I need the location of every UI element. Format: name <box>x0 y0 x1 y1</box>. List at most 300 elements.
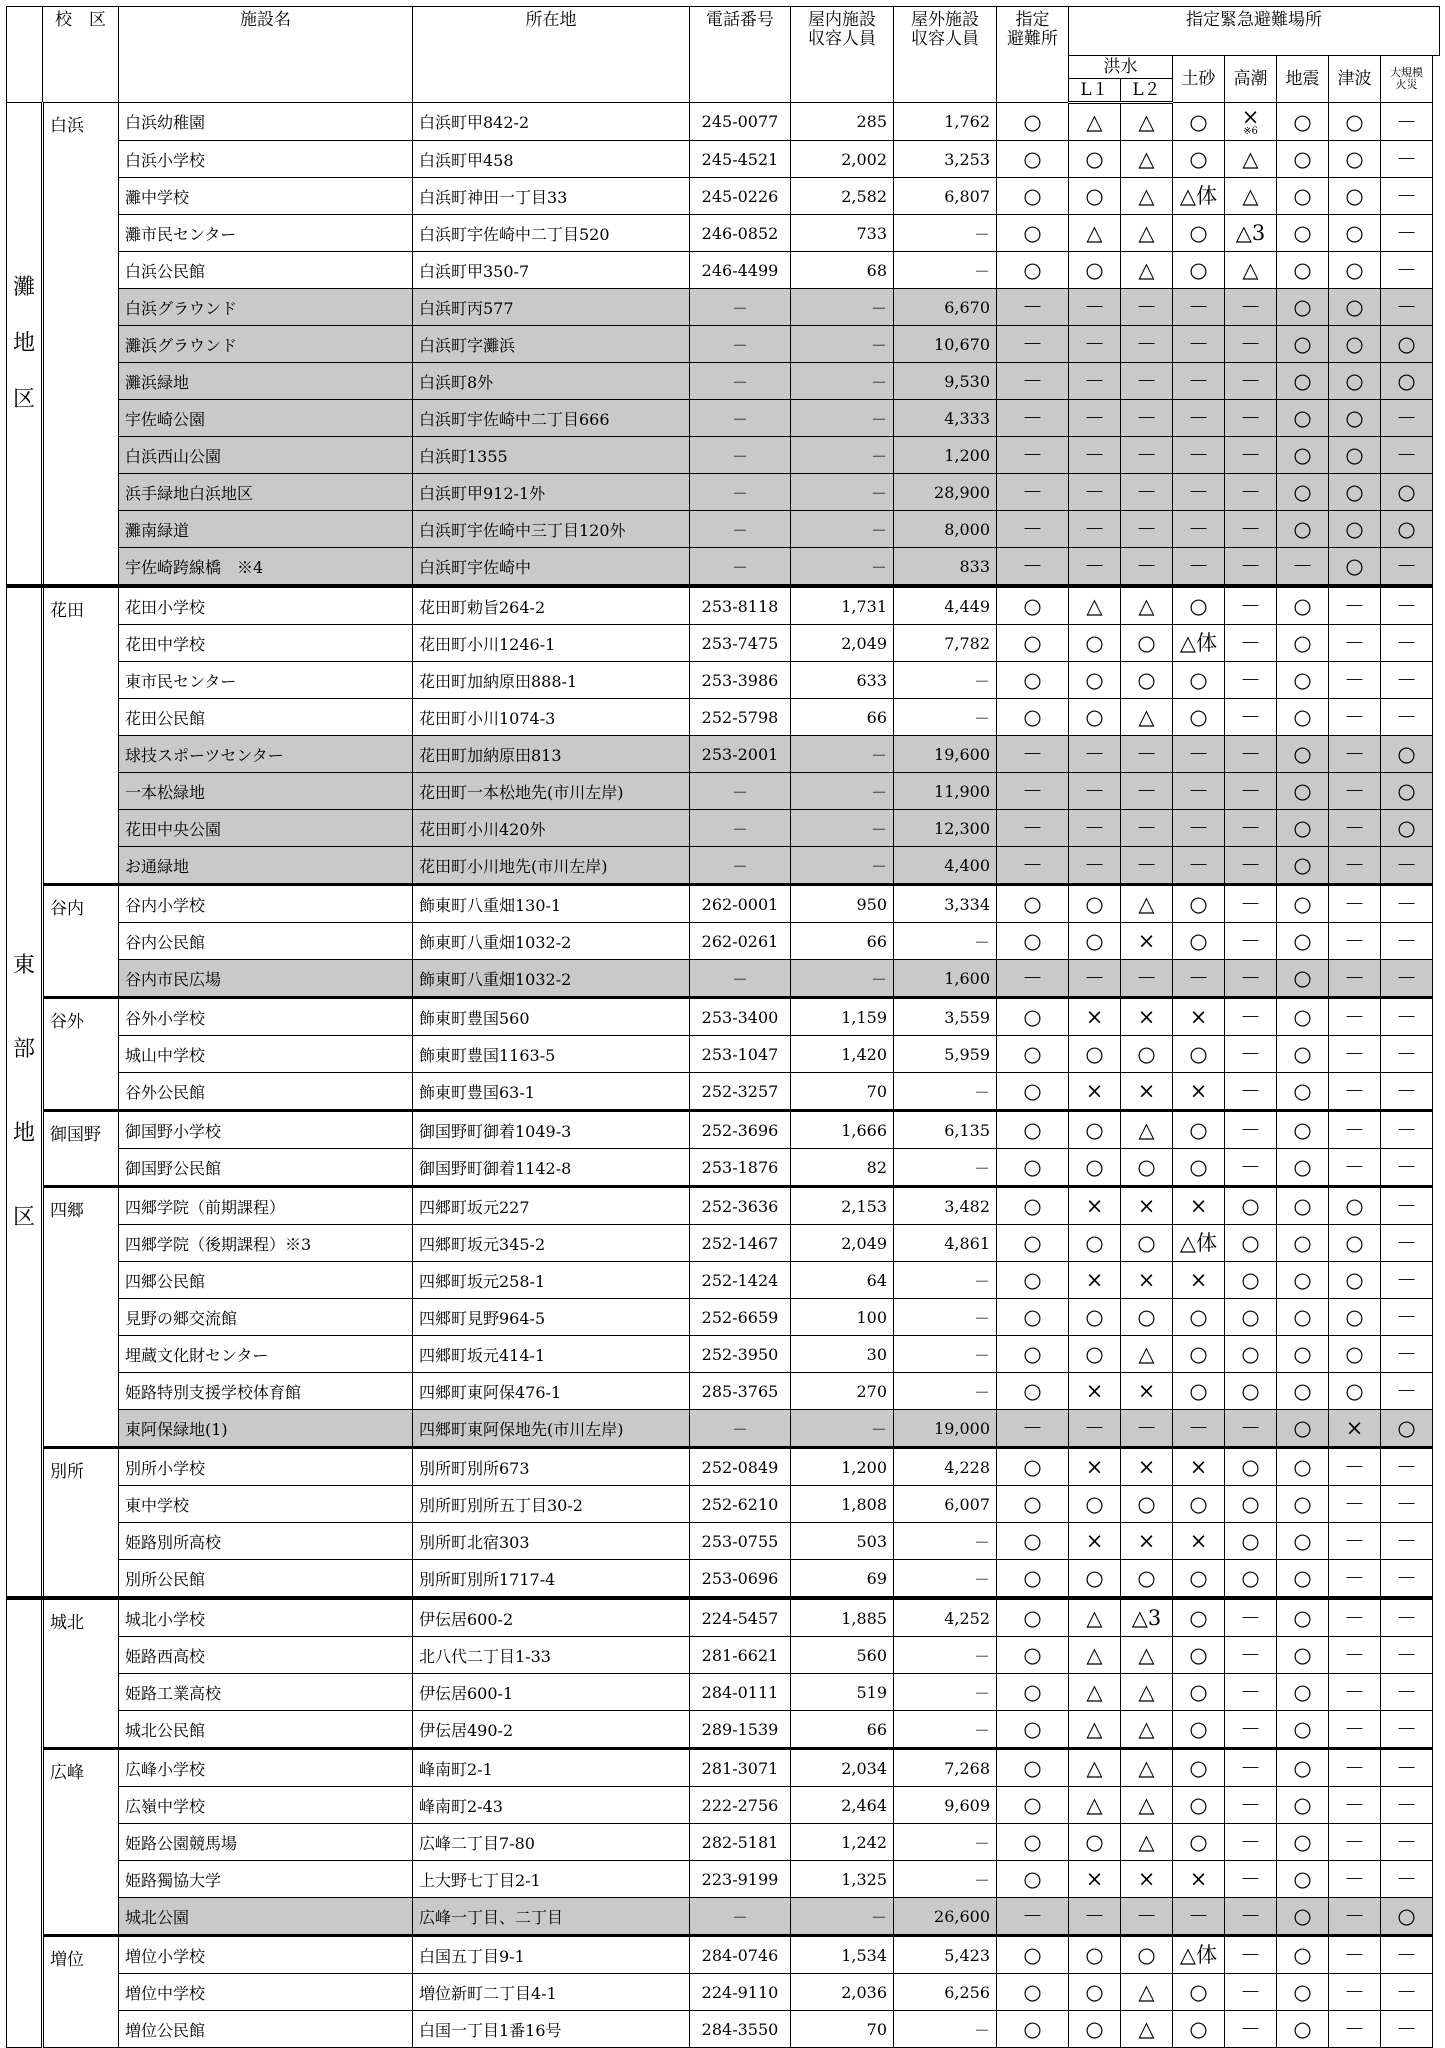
table-row <box>7 998 1440 1036</box>
mark-flood-l2 <box>1121 1149 1173 1187</box>
mark-tsunami <box>1329 1749 1381 1787</box>
mark-symbol: － <box>1136 554 1157 578</box>
header-storm: 高潮 <box>1225 56 1277 103</box>
mark-symbol: － <box>1188 853 1209 877</box>
mark-symbol: △ <box>1086 1717 1103 1741</box>
mark-symbol: △ <box>1086 1606 1103 1630</box>
indoor-capacity: 1,885 <box>791 1598 894 1637</box>
mark-quake <box>1277 363 1329 400</box>
mark-symbol: ○ <box>1293 406 1312 430</box>
mark-symbol: ○ <box>1023 258 1042 282</box>
mark-quake <box>1277 2011 1329 2048</box>
mark-symbol: ○ <box>1293 816 1312 840</box>
mark-symbol: － <box>1022 295 1043 319</box>
mark-symbol: － <box>1396 1231 1417 1255</box>
mark-symbol: － <box>1084 816 1105 840</box>
indoor-capacity: 1,242 <box>791 1824 894 1861</box>
mark-storm <box>1225 1749 1277 1787</box>
mark-symbol: ○ <box>1189 258 1208 282</box>
mark-landslide <box>1173 923 1225 960</box>
mark-symbol: ○ <box>1293 966 1312 990</box>
mark-quake <box>1277 1861 1329 1898</box>
facility-tel: 281-6621 <box>690 1637 791 1674</box>
mark-designated <box>997 178 1069 215</box>
mark-designated <box>997 511 1069 548</box>
mark-flood-l1 <box>1069 1974 1121 2011</box>
mark-symbol: ○ <box>1023 1379 1042 1403</box>
table-row <box>7 474 1440 511</box>
facility-tel: 245-4521 <box>690 141 791 178</box>
mark-designated <box>997 1262 1069 1299</box>
mark-landslide <box>1173 736 1225 773</box>
mark-landslide <box>1173 1336 1225 1373</box>
indoor-capacity: － <box>791 326 894 363</box>
mark-flood-l1 <box>1069 810 1121 847</box>
indoor-capacity: 30 <box>791 1336 894 1373</box>
facility-tel: － <box>690 289 791 326</box>
mark-symbol: － <box>1396 1606 1417 1630</box>
mark-symbol: ○ <box>1293 1492 1312 1516</box>
mark-symbol: － <box>1136 295 1157 319</box>
mark-symbol: ○ <box>1293 705 1312 729</box>
mark-symbol: － <box>1396 631 1417 655</box>
facility-address: 飾東町豊国1163-5 <box>413 1036 690 1073</box>
mark-storm <box>1225 1149 1277 1187</box>
mark-tsunami <box>1329 474 1381 511</box>
mark-flood-l1 <box>1069 736 1121 773</box>
mark-symbol: ○ <box>1345 332 1364 356</box>
outdoor-capacity: 3,334 <box>894 885 997 923</box>
indoor-capacity: 503 <box>791 1523 894 1560</box>
mark-symbol: ○ <box>1023 184 1042 208</box>
mark-tsunami <box>1329 960 1381 998</box>
mark-symbol: － <box>1136 480 1157 504</box>
mark-symbol: × <box>1137 1268 1156 1292</box>
mark-symbol: － <box>1344 1943 1365 1967</box>
mark-symbol: ○ <box>1293 1455 1312 1479</box>
mark-symbol: ○ <box>1293 295 1312 319</box>
mark-symbol: ○ <box>1241 1305 1260 1329</box>
outdoor-capacity: － <box>894 1336 997 1373</box>
mark-flood-l1 <box>1069 625 1121 662</box>
table-row <box>7 1373 1440 1410</box>
mark-symbol: ○ <box>1397 332 1416 356</box>
facility-tel: － <box>690 810 791 847</box>
outdoor-capacity: － <box>894 1824 997 1861</box>
mark-symbol: × <box>1085 1079 1104 1103</box>
mark-storm <box>1225 1560 1277 1599</box>
mark-symbol: － <box>1396 554 1417 578</box>
facility-tel: 289-1539 <box>690 1711 791 1749</box>
mark-fire <box>1381 625 1433 662</box>
mark-symbol: ○ <box>1293 631 1312 655</box>
mark-symbol: － <box>1240 406 1261 430</box>
mark-tsunami <box>1329 1448 1381 1486</box>
mark-fire <box>1381 1149 1433 1187</box>
mark-tsunami <box>1329 847 1381 885</box>
mark-symbol: － <box>1136 816 1157 840</box>
mark-tsunami <box>1329 1598 1381 1637</box>
header-flood: 洪水 <box>1069 56 1173 79</box>
facility-address: 白浜町宇佐崎中 <box>413 548 690 587</box>
mark-designated <box>997 1448 1069 1486</box>
mark-symbol: － <box>1022 853 1043 877</box>
table-row <box>7 1149 1440 1187</box>
mark-symbol: ○ <box>1397 742 1416 766</box>
mark-flood-l2 <box>1121 810 1173 847</box>
mark-flood-l1 <box>1069 1787 1121 1824</box>
facility-tel: 252-1424 <box>690 1262 791 1299</box>
mark-fire <box>1381 1448 1433 1486</box>
facility-name: 白浜幼稚園 <box>119 103 413 141</box>
indoor-capacity: 2,049 <box>791 1225 894 1262</box>
mark-designated <box>997 1036 1069 1073</box>
mark-symbol: － <box>1240 1793 1261 1817</box>
mark-quake <box>1277 1486 1329 1523</box>
facility-name: 四郷学院（前期課程） <box>119 1187 413 1225</box>
mark-tsunami <box>1329 1149 1381 1187</box>
mark-symbol: ○ <box>1023 1268 1042 1292</box>
mark-quake <box>1277 178 1329 215</box>
mark-landslide <box>1173 215 1225 252</box>
table-row <box>7 289 1440 326</box>
mark-symbol: － <box>1084 966 1105 990</box>
table-row <box>7 252 1440 289</box>
mark-flood-l2 <box>1121 1448 1173 1486</box>
mark-symbol: － <box>1188 1416 1209 1440</box>
table-row <box>7 662 1440 699</box>
mark-symbol: － <box>1240 295 1261 319</box>
mark-quake <box>1277 1598 1329 1637</box>
mark-symbol: － <box>1396 1379 1417 1403</box>
mark-symbol: ○ <box>1293 1756 1312 1780</box>
facility-address: 四郷町坂元414-1 <box>413 1336 690 1373</box>
mark-flood-l2 <box>1121 326 1173 363</box>
mark-symbol: － <box>1240 332 1261 356</box>
mark-symbol: × <box>1189 1194 1208 1218</box>
mark-symbol: ○ <box>1293 1529 1312 1553</box>
mark-flood-l2 <box>1121 998 1173 1036</box>
mark-flood-l2 <box>1121 252 1173 289</box>
mark-landslide <box>1173 1711 1225 1749</box>
mark-symbol: ○ <box>1293 369 1312 393</box>
facility-name: 広峰小学校 <box>119 1749 413 1787</box>
mark-symbol: △ <box>1242 147 1259 171</box>
outdoor-capacity: － <box>894 1674 997 1711</box>
mark-quake <box>1277 960 1329 998</box>
table-row <box>7 1637 1440 1674</box>
mark-flood-l2 <box>1121 1111 1173 1149</box>
mark-flood-l2 <box>1121 215 1173 252</box>
mark-symbol: － <box>1188 966 1209 990</box>
indoor-capacity: 82 <box>791 1149 894 1187</box>
mark-storm <box>1225 1373 1277 1410</box>
mark-symbol: － <box>1188 480 1209 504</box>
facility-address: 白浜町丙577 <box>413 289 690 326</box>
mark-designated <box>997 1898 1069 1936</box>
mark-symbol: △ <box>1138 1830 1155 1854</box>
mark-symbol: ○ <box>1085 258 1104 282</box>
mark-storm <box>1225 1898 1277 1936</box>
facility-address: 飾東町八重畑130-1 <box>413 885 690 923</box>
outdoor-capacity: 12,300 <box>894 810 997 847</box>
mark-symbol: △ <box>1138 1643 1155 1667</box>
mark-symbol: ○ <box>1085 1943 1104 1967</box>
table-row <box>7 1674 1440 1711</box>
outdoor-capacity: 3,559 <box>894 998 997 1036</box>
mark-flood-l1 <box>1069 178 1121 215</box>
table-row <box>7 1036 1440 1073</box>
mark-landslide <box>1173 400 1225 437</box>
mark-flood-l2 <box>1121 511 1173 548</box>
mark-flood-l2 <box>1121 141 1173 178</box>
evacuation-table <box>6 6 1440 2048</box>
indoor-capacity: 1,420 <box>791 1036 894 1073</box>
mark-symbol: － <box>1396 594 1417 618</box>
outdoor-capacity: 19,600 <box>894 736 997 773</box>
facility-address: 白浜町神田一丁目33 <box>413 178 690 215</box>
mark-flood-l1 <box>1069 1711 1121 1749</box>
mark-symbol: ○ <box>1189 2017 1208 2041</box>
facility-address: 伊伝居600-1 <box>413 1674 690 1711</box>
facility-address: 別所町北宿303 <box>413 1523 690 1560</box>
mark-symbol: － <box>1344 1680 1365 1704</box>
facility-name: 御国野小学校 <box>119 1111 413 1149</box>
mark-symbol: △ <box>1086 1680 1103 1704</box>
facility-address: 峰南町2-1 <box>413 1749 690 1787</box>
mark-symbol: － <box>1084 443 1105 467</box>
mark-flood-l2 <box>1121 1749 1173 1787</box>
mark-storm <box>1225 1073 1277 1111</box>
mark-tsunami <box>1329 1187 1381 1225</box>
facility-address: 四郷町坂元227 <box>413 1187 690 1225</box>
mark-symbol: ○ <box>1189 668 1208 692</box>
mark-flood-l2 <box>1121 400 1173 437</box>
mark-storm <box>1225 773 1277 810</box>
mark-tsunami <box>1329 699 1381 736</box>
mark-symbol: ○ <box>1293 1793 1312 1817</box>
mark-symbol: ○ <box>1345 1305 1364 1329</box>
indoor-capacity: 633 <box>791 662 894 699</box>
outdoor-capacity: 4,252 <box>894 1598 997 1637</box>
facility-address: 御国野町御着1049-3 <box>413 1111 690 1149</box>
mark-storm <box>1225 252 1277 289</box>
mark-symbol: △ <box>1138 110 1155 134</box>
indoor-capacity: 2,582 <box>791 178 894 215</box>
mark-symbol: ○ <box>1345 1194 1364 1218</box>
mark-fire <box>1381 1711 1433 1749</box>
mark-symbol: ○ <box>1085 1566 1104 1590</box>
facility-address: 伊伝居490-2 <box>413 1711 690 1749</box>
facility-address: 別所町別所673 <box>413 1448 690 1486</box>
mark-landslide <box>1173 1187 1225 1225</box>
mark-flood-l2 <box>1121 1336 1173 1373</box>
mark-tsunami <box>1329 289 1381 326</box>
mark-symbol: × <box>1189 1005 1208 1029</box>
mark-designated <box>997 252 1069 289</box>
facility-tel: 252-3696 <box>690 1111 791 1149</box>
mark-tsunami <box>1329 141 1381 178</box>
mark-tsunami <box>1329 736 1381 773</box>
mark-designated <box>997 2011 1069 2048</box>
mark-symbol: － <box>1344 966 1365 990</box>
mark-symbol: △ <box>1086 1756 1103 1780</box>
mark-flood-l2 <box>1121 1560 1173 1599</box>
mark-fire <box>1381 1111 1433 1149</box>
outdoor-capacity: － <box>894 1637 997 1674</box>
mark-flood-l2 <box>1121 773 1173 810</box>
mark-fire <box>1381 474 1433 511</box>
mark-symbol: － <box>1084 517 1105 541</box>
mark-symbol: ○ <box>1241 1492 1260 1516</box>
facility-name: 灘市民センター <box>119 215 413 252</box>
mark-symbol: ○ <box>1189 929 1208 953</box>
outdoor-capacity: 9,530 <box>894 363 997 400</box>
mark-symbol: － <box>1084 1904 1105 1928</box>
mark-symbol: － <box>1396 1830 1417 1854</box>
mark-symbol: ○ <box>1345 258 1364 282</box>
facility-name: 御国野公民館 <box>119 1149 413 1187</box>
mark-tsunami <box>1329 1974 1381 2011</box>
mark-symbol: ○ <box>1293 668 1312 692</box>
mark-symbol: × <box>1137 929 1156 953</box>
mark-fire <box>1381 1598 1433 1637</box>
indoor-capacity: － <box>791 289 894 326</box>
mark-storm <box>1225 2011 1277 2048</box>
facility-tel: 281-3071 <box>690 1749 791 1787</box>
facility-tel: 252-6659 <box>690 1299 791 1336</box>
mark-tsunami <box>1329 178 1381 215</box>
outdoor-capacity: 11,900 <box>894 773 997 810</box>
facility-tel: 253-1047 <box>690 1036 791 1073</box>
mark-flood-l1 <box>1069 1373 1121 1410</box>
mark-symbol: － <box>1396 853 1417 877</box>
mark-symbol: ○ <box>1293 779 1312 803</box>
mark-symbol: － <box>1240 668 1261 692</box>
facility-name: 姫路工業高校 <box>119 1674 413 1711</box>
mark-quake <box>1277 773 1329 810</box>
mark-symbol: × <box>1085 1379 1104 1403</box>
mark-symbol: － <box>1022 1416 1043 1440</box>
facility-name: 埋蔵文化財センター <box>119 1336 413 1373</box>
mark-symbol: ○ <box>1345 554 1364 578</box>
outdoor-capacity: 6,807 <box>894 178 997 215</box>
outdoor-capacity: 4,400 <box>894 847 997 885</box>
mark-symbol: － <box>1188 369 1209 393</box>
mark-fire <box>1381 1936 1433 1974</box>
mark-symbol: △3 <box>1235 221 1266 245</box>
mark-tsunami <box>1329 215 1381 252</box>
mark-tsunami <box>1329 1787 1381 1824</box>
facility-tel: 252-1467 <box>690 1225 791 1262</box>
mark-symbol: － <box>1022 1904 1043 1928</box>
table-row <box>7 773 1440 810</box>
mark-landslide <box>1173 548 1225 587</box>
header-quake: 地震 <box>1277 56 1329 103</box>
mark-symbol: ○ <box>1241 1268 1260 1292</box>
facility-name: 別所公民館 <box>119 1560 413 1599</box>
mark-designated <box>997 548 1069 587</box>
header-l2: L２ <box>1121 79 1173 103</box>
mark-symbol: ○ <box>1023 221 1042 245</box>
table-row <box>7 103 1440 141</box>
mark-storm <box>1225 586 1277 625</box>
mark-symbol: － <box>1084 742 1105 766</box>
mark-quake <box>1277 400 1329 437</box>
facility-tel: 245-0226 <box>690 178 791 215</box>
table-row <box>7 1073 1440 1111</box>
mark-flood-l2 <box>1121 1073 1173 1111</box>
facility-tel: － <box>690 437 791 474</box>
indoor-capacity: 560 <box>791 1637 894 1674</box>
mark-symbol: ○ <box>1023 892 1042 916</box>
mark-symbol: － <box>1136 517 1157 541</box>
facility-tel: 262-0261 <box>690 923 791 960</box>
mark-flood-l1 <box>1069 1149 1121 1187</box>
mark-tsunami <box>1329 998 1381 1036</box>
mark-symbol: － <box>1084 295 1105 319</box>
mark-symbol: － <box>1396 668 1417 692</box>
mark-symbol: － <box>1240 443 1261 467</box>
mark-flood-l2 <box>1121 178 1173 215</box>
mark-symbol: － <box>1188 295 1209 319</box>
district-cell <box>7 1598 43 2048</box>
mark-symbol: ○ <box>1345 406 1364 430</box>
mark-storm <box>1225 923 1277 960</box>
mark-symbol: ○ <box>1293 332 1312 356</box>
outdoor-capacity: 1,762 <box>894 103 997 141</box>
mark-symbol: △ <box>1138 184 1155 208</box>
mark-storm <box>1225 1410 1277 1448</box>
mark-symbol: ○ <box>1085 929 1104 953</box>
facility-name: 増位小学校 <box>119 1936 413 1974</box>
mark-storm <box>1225 437 1277 474</box>
mark-storm <box>1225 1486 1277 1523</box>
indoor-capacity: － <box>791 548 894 587</box>
mark-storm <box>1225 810 1277 847</box>
mark-symbol: － <box>1136 742 1157 766</box>
mark-flood-l1 <box>1069 1936 1121 1974</box>
mark-storm <box>1225 141 1277 178</box>
outdoor-capacity: 6,670 <box>894 289 997 326</box>
mark-symbol: － <box>1344 1042 1365 1066</box>
mark-tsunami <box>1329 400 1381 437</box>
mark-symbol: － <box>1240 853 1261 877</box>
mark-symbol: ○ <box>1293 1717 1312 1741</box>
header-l1: L１ <box>1069 79 1121 103</box>
mark-tsunami <box>1329 437 1381 474</box>
mark-tsunami <box>1329 773 1381 810</box>
mark-storm <box>1225 289 1277 326</box>
mark-landslide <box>1173 326 1225 363</box>
indoor-capacity: 2,153 <box>791 1187 894 1225</box>
mark-designated <box>997 736 1069 773</box>
mark-landslide <box>1173 1448 1225 1486</box>
mark-symbol: － <box>1344 1643 1365 1667</box>
mark-flood-l2 <box>1121 625 1173 662</box>
mark-symbol: － <box>1240 1867 1261 1891</box>
mark-fire <box>1381 400 1433 437</box>
mark-landslide <box>1173 1861 1225 1898</box>
outdoor-capacity: 19,000 <box>894 1410 997 1448</box>
mark-symbol: ○ <box>1345 184 1364 208</box>
indoor-capacity: 68 <box>791 252 894 289</box>
mark-symbol: － <box>1396 892 1417 916</box>
mark-symbol: △体 <box>1179 184 1218 208</box>
header-fire: 大規模 火災 <box>1381 56 1433 103</box>
outdoor-capacity: 6,135 <box>894 1111 997 1149</box>
facility-name: 城北公民館 <box>119 1711 413 1749</box>
